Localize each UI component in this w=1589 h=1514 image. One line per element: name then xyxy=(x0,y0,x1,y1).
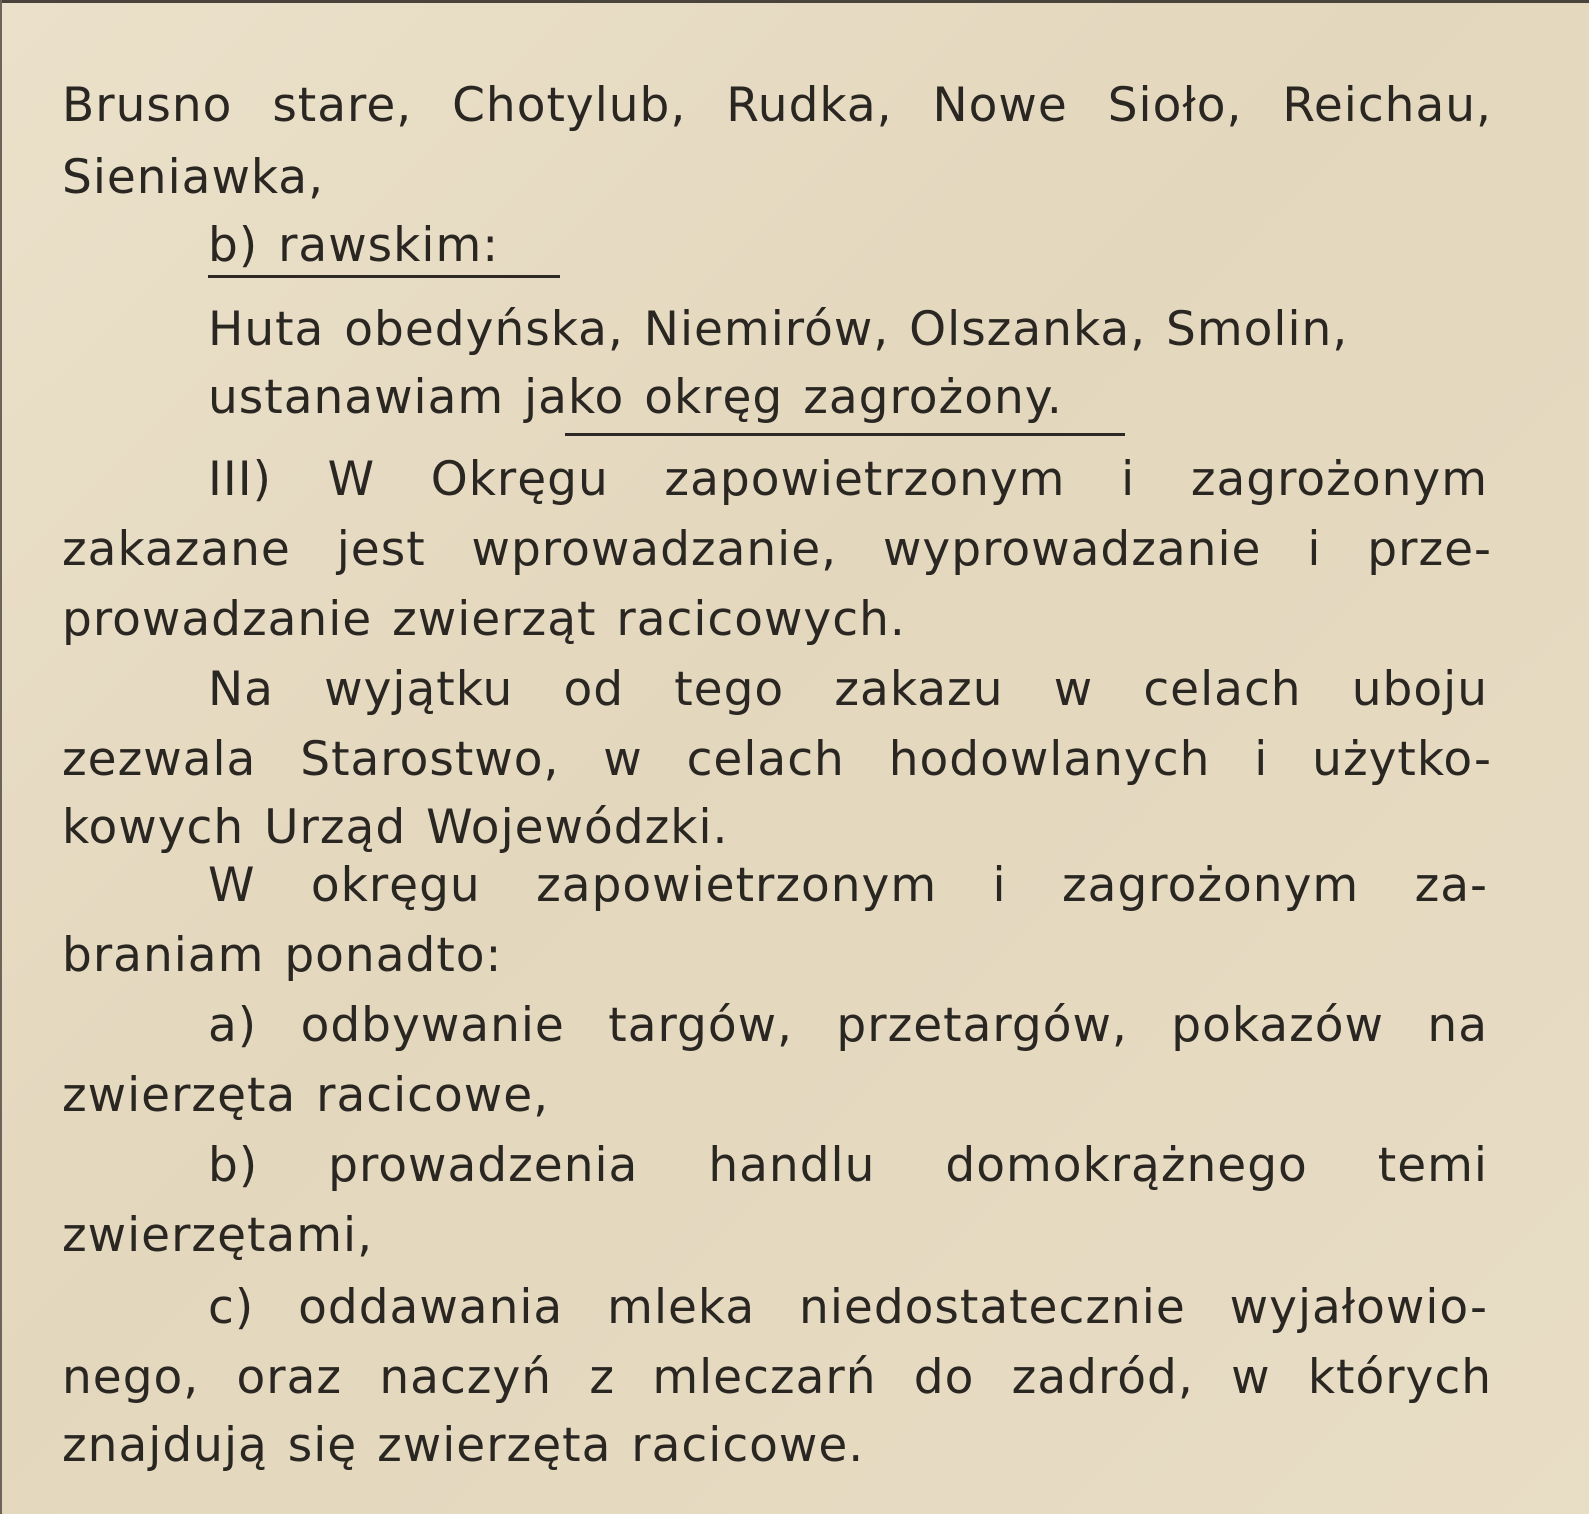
text-line-2: Sieniawka, xyxy=(62,150,325,205)
text-line-9: Na wyjątku od tego zakazu w celach uboju xyxy=(208,662,1488,717)
text-line-14: a) odbywanie targów, przetargów, pokazów na xyxy=(208,998,1488,1053)
text-line-8: prowadzanie zwierząt racicowych. xyxy=(62,592,906,647)
text-line-18: c) oddawania mleka niedostatecznie wyjałowio- xyxy=(208,1280,1488,1335)
left-border-rule xyxy=(0,0,2,1514)
text-line-17: zwierzętami, xyxy=(62,1208,374,1263)
text-line-4: Huta obedyńska, Niemirów, Olszanka, Smolin, xyxy=(208,302,1349,357)
subsection-heading-underline xyxy=(208,275,560,278)
emphasis-underline xyxy=(565,433,1125,436)
text-line-1: Brusno stare, Chotylub, Rudka, Nowe Sioło, Reichau, xyxy=(62,78,1492,133)
text-line-13: braniam ponadto: xyxy=(62,928,503,983)
text-line-11: kowych Urząd Wojewódzki. xyxy=(62,800,729,855)
text-line-16: b) prowadzenia handlu domokrążnego temi xyxy=(208,1138,1488,1193)
text-line-10: zezwala Starostwo, w celach hodowlanych i użytko- xyxy=(62,732,1492,787)
text-line-15: zwierzęta racicowe, xyxy=(62,1068,550,1123)
text-line-6: III) W Okręgu zapowietrzonym i zagrożonym xyxy=(208,452,1488,507)
text-line-19: nego, oraz naczyń z mleczarń do zadród, w których xyxy=(62,1350,1492,1405)
text-line-12: W okręgu zapowietrzonym i zagrożonym za- xyxy=(208,858,1488,913)
subsection-heading-b: b) rawskim: xyxy=(208,218,500,273)
text-line-20: znajdują się zwierzęta racicowe. xyxy=(62,1418,865,1473)
text-line-7: zakazane jest wprowadzanie, wyprowadzanie i prze- xyxy=(62,522,1492,577)
text-line-5: ustanawiam jako okręg zagrożony. xyxy=(208,370,1063,425)
top-border-rule xyxy=(0,0,1589,3)
